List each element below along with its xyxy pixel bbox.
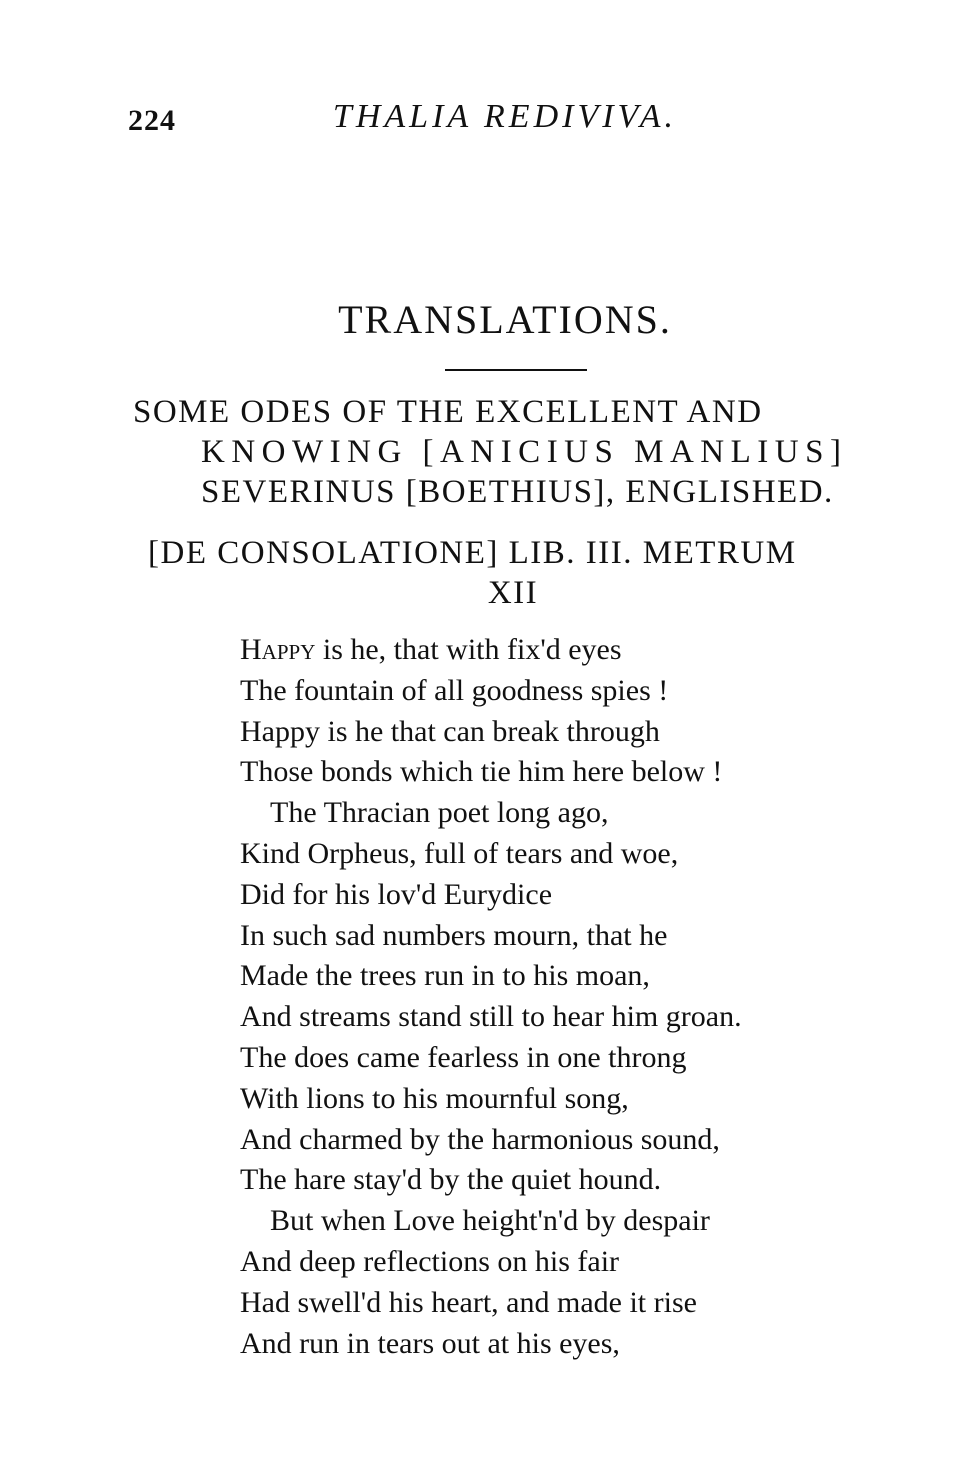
- poem-line: Those bonds which tie him here below !: [240, 755, 723, 789]
- poem-line: Made the trees run in to his moan,: [240, 959, 650, 993]
- page-number: 224: [128, 104, 176, 137]
- heading: [133, 392, 883, 512]
- title-rule: [445, 369, 587, 371]
- poem-line: Did for his lov'd Eurydice: [240, 877, 553, 911]
- poem-line: The fountain of all goodness spies !: [240, 673, 669, 707]
- poem-line: And streams stand still to hear him groan.: [240, 1000, 742, 1034]
- heading-line: KNOWING [ANICIUS MANLIUS]: [201, 434, 848, 470]
- poem-line: Had swell'd his heart, and made it rise: [240, 1285, 697, 1319]
- subheading-line: [DE CONSOLATIONE] LIB. III. METRUM: [148, 535, 797, 571]
- heading-line: SEVERINUS [BOETHIUS], ENGLISHED.: [201, 474, 834, 510]
- poem-line: Happy is he that can break through: [240, 714, 660, 748]
- poem-line: And charmed by the harmonious sound,: [240, 1122, 720, 1156]
- section-title: TRANSLATIONS.: [338, 297, 672, 342]
- poem-first-line-rest: is he, that with fix'd eyes: [315, 633, 622, 666]
- poem-line: And deep reflections on his fair: [240, 1244, 620, 1278]
- subheading: [148, 533, 868, 613]
- heading-line: SOME ODES OF THE EXCELLENT AND: [133, 394, 763, 430]
- poem-line: But when Love height'n'd by despair: [270, 1204, 710, 1238]
- poem-line: In such sad numbers mourn, that he: [240, 918, 668, 952]
- poem: [240, 630, 880, 1364]
- subheading-line: XII: [487, 575, 539, 611]
- poem-line: Kind Orpheus, full of tears and woe,: [240, 836, 679, 870]
- poem-line: The does came fearless in one throng: [240, 1040, 687, 1074]
- poem-first-word: Happy: [240, 633, 316, 666]
- running-title: THALIA REDIVIVA.: [332, 98, 678, 135]
- poem-line: The Thracian poet long ago,: [270, 796, 609, 830]
- poem-line: The hare stay'd by the quiet hound.: [240, 1163, 662, 1197]
- poem-line: And run in tears out at his eyes,: [240, 1326, 620, 1360]
- poem-line: With lions to his mournful song,: [240, 1081, 629, 1115]
- poem-line: [240, 630, 880, 671]
